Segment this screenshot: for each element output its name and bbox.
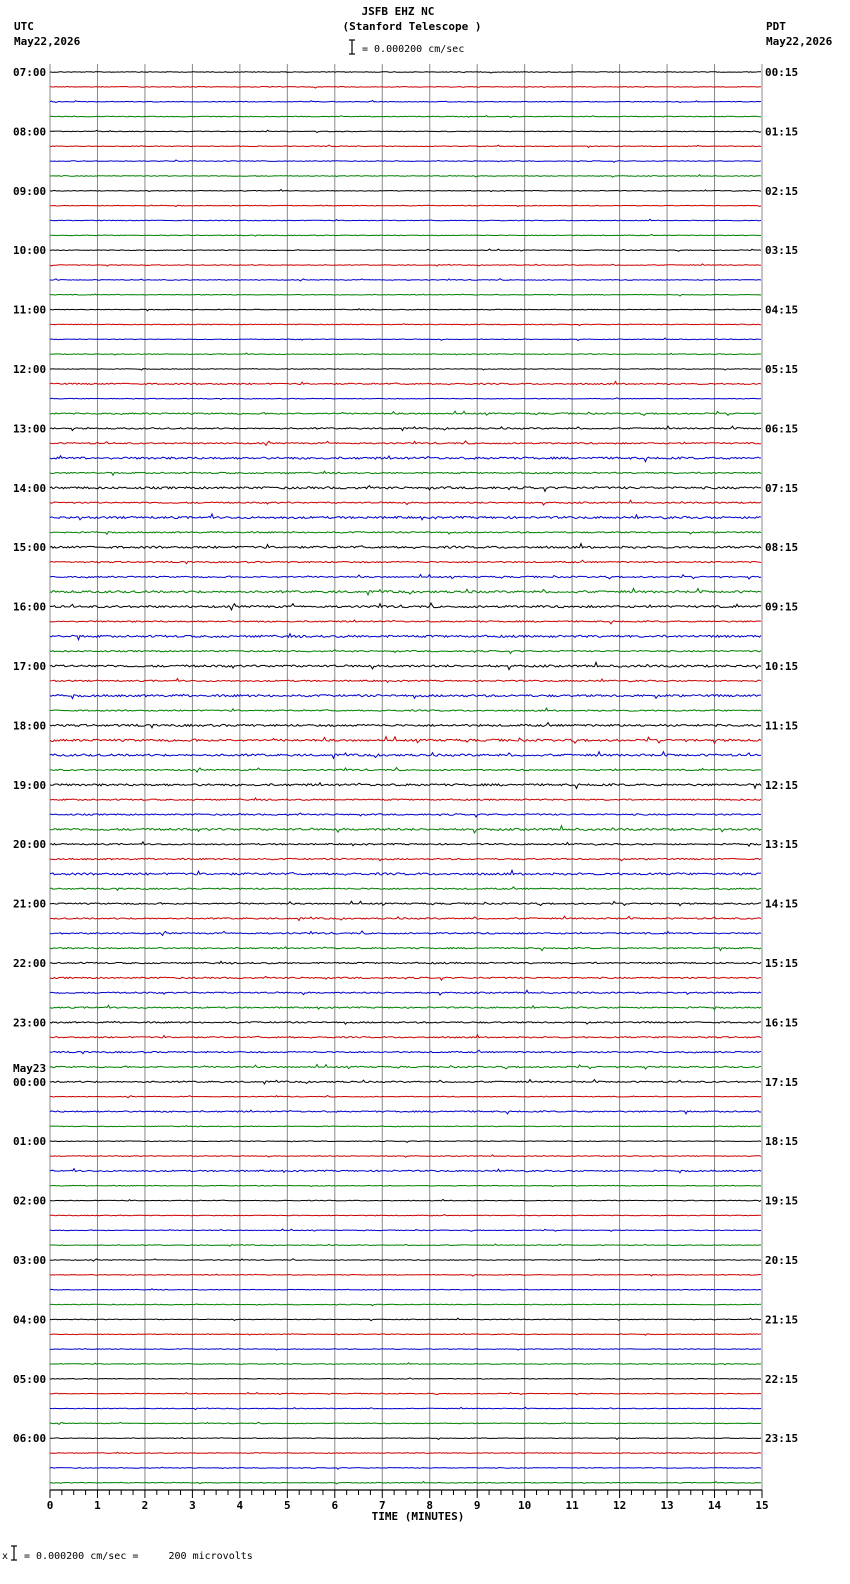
- trace-row-75: [50, 1185, 761, 1186]
- trace-row-38: [50, 634, 761, 640]
- chart-footer: [2, 1546, 253, 1562]
- trace-row-62: [50, 990, 761, 995]
- trace-row-94: [50, 1467, 761, 1469]
- trace-row-92: [50, 1438, 761, 1440]
- trace-row-13: [50, 264, 761, 266]
- pdt-label-20: 20:15: [765, 1254, 799, 1267]
- utc-label-6: 13:00: [13, 422, 47, 436]
- trace-row-12: [50, 249, 761, 251]
- trace-row-0: [50, 72, 761, 73]
- trace-row-95: [50, 1482, 761, 1484]
- trace-row-85: [50, 1333, 761, 1335]
- x-tick-label-9: 9: [473, 1499, 481, 1512]
- x-tick-label-15: 15: [755, 1499, 769, 1512]
- pdt-label-11: 11:15: [765, 719, 799, 733]
- trace-row-76: [50, 1199, 761, 1201]
- left-timezone: UTC: [14, 20, 34, 33]
- trace-row-43: [50, 708, 761, 711]
- trace-row-21: [50, 381, 761, 384]
- trace-row-50: [50, 813, 761, 817]
- trace-row-73: [50, 1155, 761, 1157]
- trace-row-84: [50, 1318, 761, 1320]
- footer-prefix: x: [2, 1551, 9, 1562]
- pdt-label-21: 21:15: [765, 1313, 799, 1327]
- trace-row-17: [50, 324, 761, 326]
- utc-label-4: 11:00: [13, 303, 47, 317]
- left-date: May22,2026: [14, 35, 81, 48]
- network-subtitle: (Stanford Telescope ): [342, 20, 482, 33]
- trace-row-63: [50, 1005, 761, 1009]
- utc-label-14: 21:00: [13, 897, 47, 911]
- utc-hour-labels: [13, 66, 46, 1445]
- trace-row-24: [50, 426, 761, 430]
- pdt-label-3: 03:15: [765, 244, 799, 258]
- x-tick-label-0: 0: [46, 1499, 54, 1512]
- trace-row-89: [50, 1392, 761, 1394]
- pdt-label-14: 14:15: [765, 897, 799, 911]
- x-tick-label-14: 14: [707, 1499, 722, 1512]
- pdt-label-5: 05:15: [765, 363, 799, 376]
- trace-row-45: [50, 737, 761, 744]
- utc-label-5: 12:00: [13, 363, 47, 376]
- pdt-label-16: 16:15: [765, 1016, 799, 1030]
- pdt-label-4: 04:15: [765, 303, 799, 317]
- utc-label-18: 01:00: [13, 1135, 47, 1149]
- pdt-label-17: 17:15: [765, 1075, 799, 1089]
- pdt-label-23: 23:15: [765, 1432, 799, 1446]
- trace-row-67: [50, 1065, 761, 1070]
- trace-row-66: [50, 1050, 761, 1054]
- trace-row-5: [50, 145, 761, 147]
- trace-row-55: [50, 887, 761, 891]
- trace-row-70: [50, 1110, 761, 1114]
- utc-label-9: 16:00: [13, 600, 47, 614]
- date-change-label: May23: [13, 1061, 47, 1075]
- utc-label-16: 23:00: [13, 1016, 47, 1030]
- trace-row-90: [50, 1407, 761, 1409]
- trace-row-87: [50, 1363, 761, 1365]
- scale-bar-icon: [349, 40, 355, 54]
- trace-row-74: [50, 1169, 761, 1173]
- pdt-label-9: 09:15: [765, 600, 799, 614]
- pdt-label-13: 13:15: [765, 838, 799, 852]
- pdt-hour-labels: [765, 66, 798, 1445]
- x-tick-label-11: 11: [565, 1499, 579, 1512]
- trace-row-23: [50, 411, 761, 415]
- trace-row-1: [50, 87, 761, 89]
- trace-row-79: [50, 1244, 761, 1246]
- trace-row-82: [50, 1289, 761, 1290]
- utc-label-13: 20:00: [13, 838, 47, 852]
- x-tick-label-13: 13: [660, 1499, 674, 1512]
- utc-label-8: 15:00: [13, 541, 47, 555]
- trace-row-30: [50, 514, 761, 520]
- trace-row-40: [50, 662, 761, 669]
- trace-row-81: [50, 1274, 761, 1276]
- trace-row-37: [50, 620, 761, 624]
- trace-row-42: [50, 694, 761, 698]
- trace-row-61: [50, 977, 761, 981]
- trace-row-34: [50, 575, 761, 580]
- trace-row-9: [50, 205, 761, 206]
- trace-row-93: [50, 1452, 761, 1453]
- pdt-label-1: 01:15: [765, 125, 799, 139]
- utc-label-2: 09:00: [13, 184, 47, 198]
- trace-row-4: [50, 130, 761, 132]
- x-axis-label: TIME (MINUTES): [371, 1510, 465, 1523]
- pdt-label-15: 15:15: [765, 957, 799, 970]
- utc-label-22: 05:00: [13, 1372, 47, 1386]
- trace-row-91: [50, 1422, 761, 1424]
- scale-label: = 0.000200 cm/sec: [362, 44, 465, 55]
- footer-scale-note: = 0.000200 cm/sec = 200 microvolts: [24, 1551, 253, 1562]
- utc-label-3: 10:00: [13, 244, 47, 258]
- trace-row-31: [50, 531, 761, 534]
- pdt-label-7: 07:15: [765, 481, 799, 495]
- utc-label-0: 07:00: [13, 66, 47, 79]
- x-tick-label-2: 2: [141, 1499, 149, 1512]
- trace-row-14: [50, 279, 761, 281]
- x-tick-label-4: 4: [236, 1499, 244, 1512]
- utc-label-11: 18:00: [13, 719, 47, 733]
- trace-row-65: [50, 1035, 761, 1038]
- trace-row-52: [50, 842, 761, 846]
- x-tick-label-6: 6: [331, 1499, 339, 1512]
- trace-row-77: [50, 1215, 761, 1216]
- trace-row-44: [50, 723, 761, 728]
- right-date: May22,2026: [766, 35, 833, 48]
- trace-row-39: [50, 650, 761, 654]
- pdt-label-8: 08:15: [765, 541, 799, 555]
- trace-row-59: [50, 947, 761, 951]
- trace-row-32: [50, 544, 761, 549]
- trace-row-3: [50, 116, 761, 118]
- trace-row-35: [50, 588, 761, 595]
- pdt-label-22: 22:15: [765, 1372, 799, 1386]
- trace-row-27: [50, 471, 761, 475]
- pdt-label-10: 10:15: [765, 660, 799, 673]
- utc-label-19: 02:00: [13, 1194, 47, 1208]
- right-timezone: PDT: [766, 20, 786, 33]
- trace-row-28: [50, 486, 761, 492]
- trace-row-11: [50, 234, 761, 236]
- trace-row-47: [50, 768, 761, 773]
- x-tick-label-8: 8: [426, 1499, 434, 1512]
- trace-row-10: [50, 219, 761, 221]
- pdt-label-2: 02:15: [765, 184, 799, 198]
- trace-row-68: [50, 1080, 761, 1084]
- trace-row-41: [50, 679, 761, 683]
- trace-row-2: [50, 101, 761, 103]
- trace-row-15: [50, 294, 761, 296]
- trace-row-54: [50, 870, 761, 875]
- trace-row-33: [50, 560, 761, 564]
- trace-row-72: [50, 1141, 761, 1143]
- trace-row-78: [50, 1229, 761, 1231]
- x-tick-label-10: 10: [518, 1499, 532, 1512]
- trace-row-71: [50, 1126, 761, 1127]
- chart-header: [14, 5, 833, 55]
- trace-row-6: [50, 160, 761, 162]
- utc-label-21: 04:00: [13, 1313, 47, 1327]
- utc-label-20: 03:00: [13, 1254, 47, 1267]
- x-tick-label-5: 5: [284, 1499, 291, 1512]
- minute-gridlines: [50, 64, 762, 1491]
- trace-row-8: [50, 190, 761, 192]
- trace-row-46: [50, 752, 761, 759]
- utc-label-1: 08:00: [13, 125, 47, 139]
- pdt-label-18: 18:15: [765, 1135, 799, 1149]
- trace-row-83: [50, 1304, 761, 1306]
- trace-row-18: [50, 338, 761, 340]
- pdt-label-12: 12:15: [765, 778, 799, 792]
- trace-row-53: [50, 858, 761, 861]
- trace-row-26: [50, 456, 761, 462]
- trace-row-25: [50, 441, 761, 446]
- x-axis: [47, 1490, 769, 1512]
- trace-row-20: [50, 369, 761, 371]
- trace-row-80: [50, 1259, 761, 1261]
- trace-row-56: [50, 901, 761, 906]
- x-tick-label-3: 3: [189, 1499, 196, 1512]
- utc-label-10: 17:00: [13, 660, 47, 673]
- utc-label-12: 19:00: [13, 778, 47, 792]
- trace-row-58: [50, 931, 761, 936]
- x-tick-label-7: 7: [378, 1499, 386, 1512]
- utc-label-7: 14:00: [13, 481, 47, 495]
- trace-row-48: [50, 783, 761, 789]
- trace-row-57: [50, 916, 761, 920]
- trace-row-29: [50, 500, 761, 505]
- seismic-traces: [50, 72, 761, 1484]
- trace-row-51: [50, 826, 761, 833]
- pdt-label-19: 19:15: [765, 1194, 799, 1208]
- trace-row-22: [50, 398, 761, 400]
- trace-row-69: [50, 1096, 761, 1098]
- trace-row-7: [50, 175, 761, 177]
- trace-row-88: [50, 1378, 761, 1379]
- trace-row-36: [50, 603, 761, 610]
- pdt-label-6: 06:15: [765, 422, 799, 436]
- utc-label-15: 22:00: [13, 957, 47, 970]
- footer-scale-bar-icon: [11, 1546, 17, 1560]
- trace-row-60: [50, 961, 761, 964]
- utc-label-17: 00:00: [13, 1075, 47, 1089]
- trace-row-64: [50, 1021, 761, 1024]
- trace-row-19: [50, 353, 761, 355]
- x-tick-label-12: 12: [612, 1499, 627, 1512]
- trace-row-16: [50, 309, 761, 311]
- trace-row-49: [50, 798, 761, 801]
- utc-label-23: 06:00: [13, 1432, 47, 1446]
- trace-row-86: [50, 1349, 761, 1350]
- x-tick-label-1: 1: [94, 1499, 101, 1512]
- pdt-label-0: 00:15: [765, 66, 799, 79]
- station-title: JSFB EHZ NC: [361, 5, 435, 18]
